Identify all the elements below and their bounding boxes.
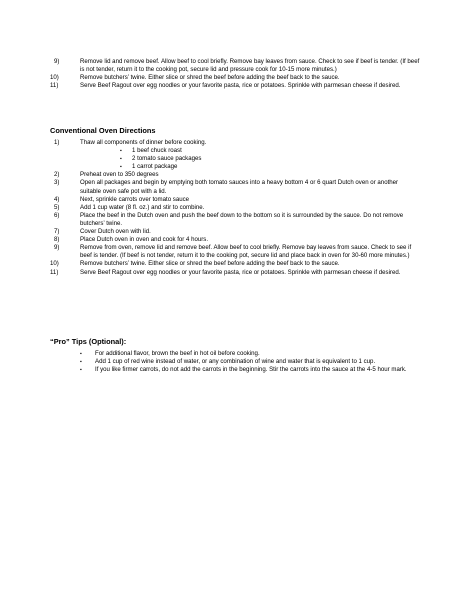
conventional-oven-steps-list xyxy=(50,139,420,277)
step-number: 5) xyxy=(54,203,60,211)
step-text: Next, sprinkle carrots over tomato sauce xyxy=(80,195,190,203)
component-item: ▪ 1 carrot package xyxy=(120,163,420,171)
list-item xyxy=(50,171,420,179)
pressure-cooker-steps-list xyxy=(50,58,420,90)
list-item xyxy=(50,139,420,171)
step-text: Place Dutch oven in oven and cook for 4 hours. xyxy=(80,236,209,244)
tip-item: ▪ Add 1 cup of red wine instead of water, or any combination of wine and water that is equivalent to 1 cup. xyxy=(80,358,426,366)
list-item xyxy=(50,74,420,82)
step-text: Serve Beef Ragout over egg noodles or your favorite pasta, rice or potatoes. Sprinkle with parmesan cheese if desired. xyxy=(80,268,401,276)
step-number: 8) xyxy=(54,236,60,244)
step-number: 10) xyxy=(50,260,59,268)
step-number: 11) xyxy=(50,268,59,276)
step-number: 7) xyxy=(54,228,60,236)
step-text: Serve Beef Ragout over egg noodles or your favorite pasta, rice or potatoes. Sprinkle with parmesan cheese if desired. xyxy=(80,82,401,90)
step-number: 9) xyxy=(54,58,60,65)
step-text: Remove from oven, remove lid and remove beef. Allow beef to cool briefly. Remove bay leaves from sauce. Check to see if beef is tender. (If beef is not tender, return it to the cooking pot, secure lid and place back in oven for 30-60 more minutes.) xyxy=(80,244,412,260)
list-item xyxy=(50,260,420,268)
list-item xyxy=(50,244,420,260)
pro-tips-list xyxy=(80,350,426,374)
list-item xyxy=(50,196,420,204)
list-item xyxy=(50,269,420,277)
step-text: Add 1 cup water (8 fl. oz.) and stir to combine. xyxy=(80,203,205,211)
step-text: Thaw all components of dinner before cooking. xyxy=(80,139,207,146)
step-number: 10) xyxy=(50,74,59,82)
step-number: 6) xyxy=(54,211,60,219)
list-item xyxy=(50,58,420,74)
list-item xyxy=(50,179,420,195)
tip-item: ▪ If you like firmer carrots, do not add the carrots in the beginning. Stir the carrots into the sauce at the 4-5 hour mark. xyxy=(80,366,426,374)
step-text: Place the beef in the Dutch oven and push the beef down to the bottom so it is surrounded by the sauce. Do not remove butchers’ twine. xyxy=(80,211,404,227)
section-heading-conventional-oven: Conventional Oven Directions xyxy=(50,126,156,135)
step-number: 4) xyxy=(54,195,60,203)
step-text: Preheat oven to 350 degrees xyxy=(80,171,159,179)
step-number: 1) xyxy=(54,139,60,146)
step-text: Remove lid and remove beef. Allow beef to cool briefly. Remove bay leaves from sauce. Check to see if beef is tender. (If beef is not tender, return it to the cooking pot, secure lid and pressure cook for 10-15 more minutes.) xyxy=(80,58,420,74)
step-number: 2) xyxy=(54,171,60,179)
step-number: 11) xyxy=(50,82,59,90)
tip-item: ▪ For additional flavor, brown the beef in hot oil before cooking. xyxy=(80,350,426,358)
list-item xyxy=(50,212,420,228)
components-list xyxy=(120,147,420,171)
step-number: 3) xyxy=(54,179,60,187)
list-item xyxy=(50,82,420,90)
component-item: ▪ 2 tomato sauce packages xyxy=(120,155,420,163)
component-item: ▪ 1 beef chuck roast xyxy=(120,147,420,155)
step-number: 9) xyxy=(54,244,60,252)
section-heading-pro-tips: “Pro” Tips (Optional): xyxy=(50,337,127,346)
step-text: Open all packages and begin by emptying both tomato sauces into a heavy bottom 4 or 6 quart Dutch oven or another suitable oven safe pot with a lid. xyxy=(80,179,399,195)
step-text: Remove butchers’ twine. Either slice or shred the beef before adding the beef back to the sauce. xyxy=(80,74,340,82)
list-item xyxy=(50,228,420,236)
step-text: Cover Dutch oven with lid. xyxy=(80,228,151,236)
step-text: Remove butchers’ twine. Either slice or shred the beef before adding the beef back to the sauce. xyxy=(80,260,340,268)
list-item xyxy=(50,204,420,212)
list-item xyxy=(50,236,420,244)
